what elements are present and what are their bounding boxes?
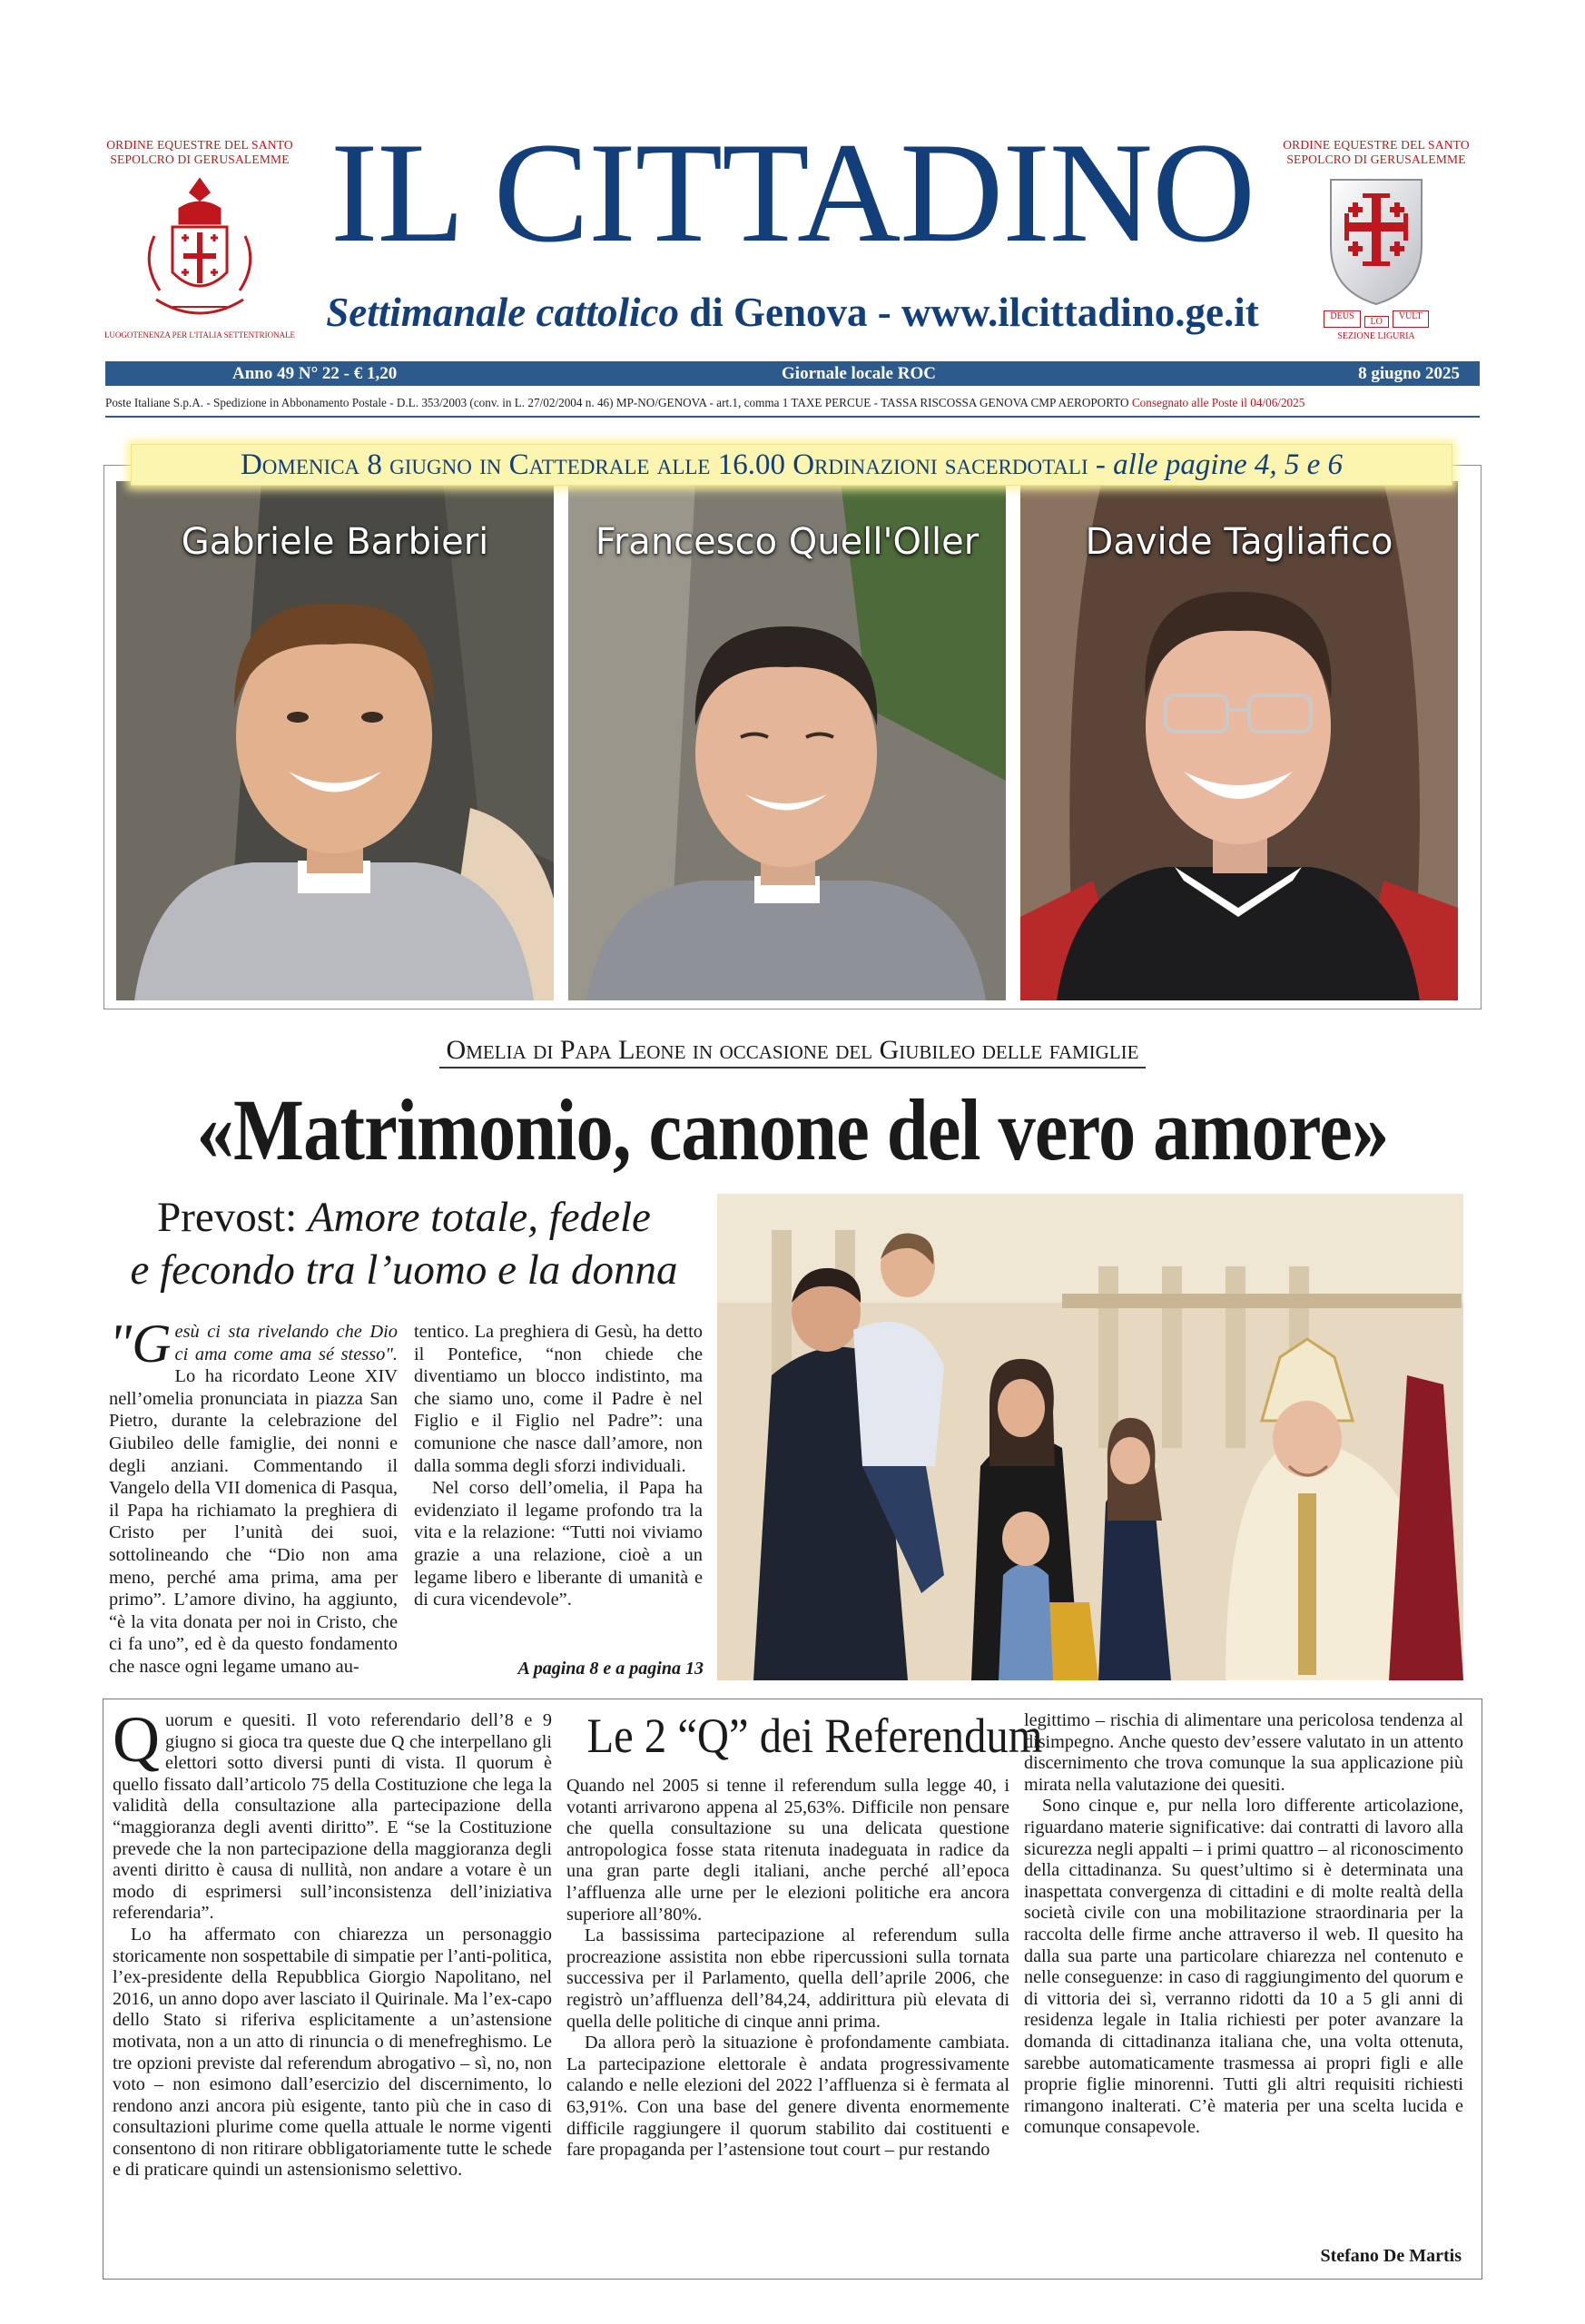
lead-page-reference: A pagina 8 e a pagina 13 — [517, 1659, 704, 1679]
lead-subhead — [109, 1191, 699, 1296]
issue-number: Anno 49 N° 22 - € 1,20 — [232, 364, 398, 383]
papal-mass-photo-icon — [717, 1194, 1463, 1680]
referendum-col3-p1: legittimo – rischia di alimentare una pericolosa tendenza al disimpegno. Anche questo dev’essere valutato in un attento discernimento che trova comunque la sua applicazione più mirata nella valutazione dei quesiti. — [1024, 1710, 1463, 1795]
lead-quote: esù ci sta rivelando che Dio ci ama come ama sé stesso". — [174, 1322, 398, 1364]
emblem-left-title-1: ORDINE EQUESTRE DEL SANTO — [106, 138, 293, 152]
portrait-3-name: Davide Tagliafico — [1085, 521, 1393, 563]
roc-label: Giornale locale ROC — [782, 364, 936, 383]
emblem-right-subtitle: SEZIONE LIGURIA — [1337, 331, 1415, 341]
lead-col2-p2: Nel corso dell’omelia, il Papa ha evidenziato il legame profondo tra la vita e la relazione: “Tutti noi viviamo grazie a una relazione, cioè a un legame libero e liberante di umanità e di cura vicendevole”. — [414, 1478, 703, 1610]
emblem-left — [82, 138, 318, 340]
lead-col1-text: Lo ha ricordato Leone XIV nell’omelia pronunciata in piazza San Pietro, durante la celebrazione del Giubileo delle famiglie, dei nonni e degli anziani. Commentando il Vangelo della VII domenica di Pasqua, il Papa ha richiamato la preghiera di Cristo per l’unità dei suoi, sottolineando che “Dio non ama meno, perché ama prima, ama per primo”. L’amore divino, ha aggiunto, “è la vita donata per noi in Cristo, che ci fa uno”, ed è da questo fondamento che nasce ogni legame umano au- — [109, 1366, 398, 1677]
jubilee-photo — [717, 1194, 1463, 1680]
referendum-title: Le 2 “Q” dei Referendum — [586, 1709, 1043, 1763]
motto-right: VULT — [1393, 310, 1429, 328]
postal-notice — [105, 396, 1480, 410]
portrait-1 — [116, 481, 554, 1000]
referendum-column-1 — [113, 1703, 552, 2181]
postal-text: Poste Italiane S.p.A. - Spedizione in Abbonamento Postale - D.L. 353/2003 (conv. in L. 27/02/2004 n. 46) MP-NO/GENOVA - art.1, comma 1 TAXE PERCUE - TASSA RISCOSSA GENOVA CMP AEROPORTO — [105, 396, 1132, 409]
emblem-left-title-2: SEPOLCRO DI GERUSALEMME — [110, 153, 290, 166]
emblem-right-title-1: ORDINE EQUESTRE DEL SANTO — [1283, 138, 1470, 152]
lead-kicker-text: Omelia di Papa Leone in occasione del Giubileo delle famiglie — [439, 1035, 1147, 1068]
lead-kicker — [0, 1035, 1585, 1066]
lead-column-1 — [109, 1314, 398, 1679]
referendum-column-2 — [566, 1776, 1009, 2162]
referendum-column-3 — [1024, 1710, 1463, 2139]
portrait-2 — [568, 481, 1006, 1000]
referendum-col2-p2: La bassissima partecipazione al referendum sulla procreazione assistita non ebbe ripercussioni sulla tornata successiva per il Parlamento, quella dell’aprile 2006, che registrò un’affluenza dell’84,24, addirittura più elevata di quella delle politiche di cinque anni prima. — [566, 1925, 1009, 2032]
subhead-plain: Prevost: — [157, 1194, 308, 1241]
motto-ribbon — [1258, 310, 1494, 328]
motto-left: DEUS — [1324, 310, 1360, 328]
motto-center: LO — [1364, 316, 1389, 328]
subhead-italic-1: Amore totale, fedele — [307, 1194, 651, 1241]
subhead-italic-2: e fecondo tra l’uomo e la donna — [130, 1246, 678, 1294]
lead-col2-p1: tentico. La preghiera di Gesù, ha detto il Pontefice, “non chiede che diventiamo un blocco indistinto, ma che siamo uno, come il Padre è nel Figlio e il Figlio nel Padre”: una comunione che nasce dall’amore, non dalla somma degli sforzi individuali. — [414, 1322, 703, 1476]
tagline — [307, 289, 1278, 336]
referendum-col1-p1: uorum e quesiti. Il voto referendario dell’8 e 9 giugno si gioca tra queste due Q che interpellano gli elettori sotto diversi punti di vista. Il quorum è quello fissato dall’articolo 75 della Costituzione che lega la validità della consultazione alla partecipazione della “maggioranza degli aventi diritto”. E “se la Costituzione prevede che la non partecipazione della maggioranza degli aventi diritto è causa di nullità, non andare a votare è un modo di esprimersi sull’inconsistenza dell’iniziativa referendaria”. — [113, 1710, 552, 1924]
referendum-col3-p2: Sono cinque e, pur nella loro differente articolazione, riguardano materie significative: dai contratti di lavoro alla sicurezza negli appalti – i primi quattro – al riconoscimento della cittadinanza. Su quest’ultimo si è determinata una inaspettata convergenza di cittadini e di molte realtà della società civile con una mobilitazione straordinaria per la raccolta delle firme anche attraverso il web. Il quesito ha dalla sua parte una particolare chiarezza nel contenuto e nelle conseguenze: in caso di raggiungimento del quorum e di vittoria dei sì, verranno ridotti da 10 a 5 gli anni di residenza legale in Italia richiesti per poter avanzare la domanda di cittadinanza italiana che, una volta ottenuta, sarebbe automaticamente trasmessa ai propri figli e alle proprie figlie minorenni. Tutti gli altri requisiti richiesti rimangono inalterati. C’è materia per una scelta lucida e comunque consapevole. — [1024, 1796, 1463, 2138]
tagline-rest: di Genova - www.ilcittadino.ge.it — [678, 290, 1259, 335]
issue-date: 8 giugno 2025 — [1358, 364, 1460, 383]
newspaper-title: IL CITTADINO — [330, 113, 1255, 272]
referendum-col2-p1: Quando nel 2005 si tenne il referendum sulla legge 40, i votanti arrivarono appena al 25,63%. Difficile non pensare che quella consultazione su una delicata questione antropologica fosse stata ritenuta inadeguata in radice da una gran parte degli italiani, anche perché all’epoca l’affluenza alle urne per le elezioni politiche era ancora superiore all’80%. — [566, 1776, 1009, 1925]
banner-main: Domenica 8 giugno in Cattedrale alle 16.00 Ordinazioni sacerdotali - — [240, 448, 1106, 481]
emblem-right-title-2: SEPOLCRO DI GERUSALEMME — [1286, 153, 1466, 166]
tagline-italic: Settimanale cattolico — [326, 290, 679, 335]
jerusalem-cross-shield-icon — [1322, 172, 1431, 309]
portrait-2-name: Francesco Quell'Oller — [595, 521, 980, 563]
ordination-banner — [131, 444, 1452, 486]
portrait-3 — [1020, 481, 1458, 1000]
portrait-1-name: Gabriele Barbieri — [181, 521, 489, 563]
lead-column-2 — [414, 1321, 703, 1611]
referendum-col2-p3: Da allora però la situazione è profondamente cambiata. La partecipazione elettorale è andata progressivamente calando e nelle elezioni del 2022 l’affluenza si è fermata al 63,91%. Con una base del genere diventa enormemente difficile raggiungere il quorum stabilito dai costituenti e fare propaganda per l’astensione tout court – pur restando — [566, 2033, 1009, 2161]
emblem-left-subtitle: LUOGOTENENZA PER L'ITALIA SETTENTRIONALE — [103, 330, 296, 340]
masthead-rule — [105, 416, 1480, 418]
lead-headline: «Matrimonio, canone del vero amore» — [196, 1081, 1389, 1178]
lead-dropcap: "G — [109, 1314, 172, 1374]
author-signature: Stefano De Martis — [1320, 2246, 1462, 2266]
coat-of-arms-icon — [136, 172, 263, 327]
postal-delivered: Consegnato alle Poste il 04/06/2025 — [1131, 396, 1305, 409]
referendum-dropcap: Q — [113, 1703, 160, 1776]
banner-pages: alle pagine 4, 5 e 6 — [1105, 448, 1344, 481]
issue-info-bar — [105, 361, 1480, 386]
referendum-col1-p2: Lo ha affermato con chiarezza un personaggio storicamente non sospettabile di simpatie per l’anti-politica, l’ex-presidente della Repubblica Giorgio Napolitano, nel 2016, un anno dopo aver lasciato il Quirinale. Ma l’ex-capo dello Stato si riferiva esplicitamente a un’astensione motivata, non a un atto di rinuncia o di menefreghismo. Le tre opzioni previste dal referendum abrogativo – sì, no, non voto – non esimono dall’esercizio del discernimento, lo rendono anzi ancora più esigente, tanto più che in caso di consultazioni plurime come quella attuale le norme vigenti consentono di non ritirare obbligatoriamente tutte le schede e di praticare quindi un astensionismo selettivo. — [113, 1924, 552, 2181]
emblem-right — [1258, 138, 1494, 341]
